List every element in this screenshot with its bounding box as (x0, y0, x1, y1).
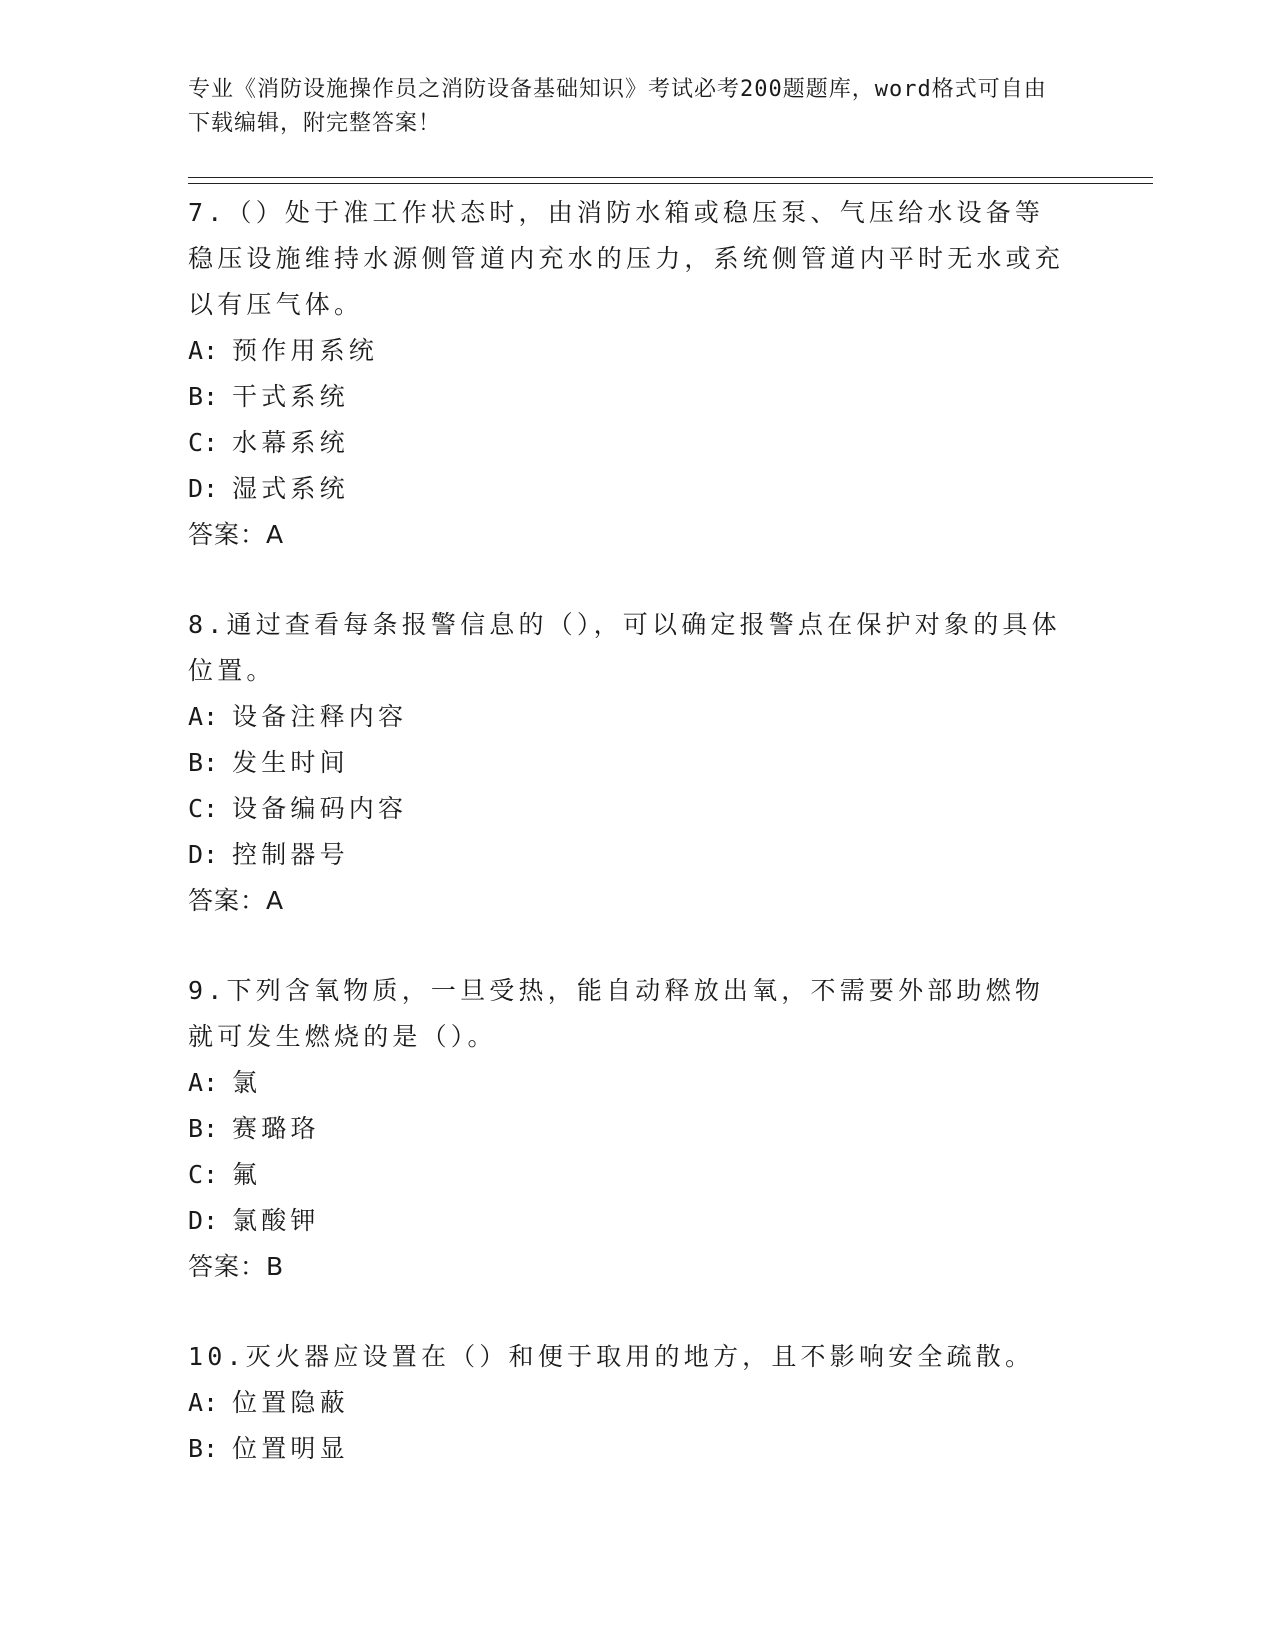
option-text: 设备编码内容 (232, 794, 408, 823)
question-7 (188, 190, 1068, 558)
question-stem: 8.通过查看每条报警信息的（），可以确定报警点在保护对象的具体位置。 (188, 610, 1061, 685)
option-b (188, 740, 1068, 786)
option-c (188, 786, 1068, 832)
question-10 (188, 1334, 1068, 1472)
answer-line: 答案：A (188, 520, 285, 549)
spacer (188, 558, 1068, 602)
option-key: C: (188, 794, 219, 823)
option-a (188, 694, 1068, 740)
option-key: B: (188, 1114, 219, 1143)
question-stem: 7.（）处于准工作状态时，由消防水箱或稳压泵、气压给水设备等稳压设施维持水源侧管道内充水的压力，系统侧管道内平时无水或充以有压气体。 (188, 198, 1065, 319)
option-key: A: (188, 1068, 219, 1097)
option-key: B: (188, 382, 219, 411)
option-c (188, 420, 1068, 466)
option-b (188, 1426, 1068, 1472)
option-text: 位置隐蔽 (232, 1388, 349, 1417)
option-key: A: (188, 702, 219, 731)
option-text: 氯酸钾 (232, 1206, 320, 1235)
option-a (188, 328, 1068, 374)
option-a (188, 1380, 1068, 1426)
option-d (188, 466, 1068, 512)
question-stem: 9.下列含氧物质，一旦受热，能自动释放出氧，不需要外部助燃物就可发生燃烧的是（）。 (188, 976, 1045, 1051)
option-key: A: (188, 1388, 219, 1417)
option-key: D: (188, 840, 219, 869)
option-b (188, 374, 1068, 420)
option-text: 湿式系统 (232, 474, 349, 503)
option-key: C: (188, 1160, 219, 1189)
option-text: 控制器号 (232, 840, 349, 869)
answer-line: 答案：B (188, 1252, 285, 1281)
header-divider-top (188, 177, 1153, 178)
option-key: B: (188, 748, 219, 777)
option-text: 位置明显 (232, 1434, 349, 1463)
option-text: 氟 (232, 1160, 262, 1189)
option-key: C: (188, 428, 219, 457)
question-stem: 10.灭火器应设置在（）和便于取用的地方，且不影响安全疏散。 (188, 1342, 1035, 1371)
document-header: 专业《消防设施操作员之消防设备基础知识》考试必考200题题库，word格式可自由下载编辑，附完整答案！ (188, 77, 1047, 136)
option-c (188, 1152, 1068, 1198)
option-text: 氯 (232, 1068, 262, 1097)
option-text: 水幕系统 (232, 428, 349, 457)
option-d (188, 832, 1068, 878)
question-8 (188, 602, 1068, 924)
option-text: 发生时间 (232, 748, 349, 777)
question-9 (188, 968, 1068, 1290)
option-d (188, 1198, 1068, 1244)
option-text: 赛璐珞 (232, 1114, 320, 1143)
option-text: 设备注释内容 (232, 702, 408, 731)
option-text: 干式系统 (232, 382, 349, 411)
header-divider-bottom (188, 183, 1153, 184)
option-key: D: (188, 1206, 219, 1235)
option-text: 预作用系统 (232, 336, 379, 365)
option-key: D: (188, 474, 219, 503)
option-key: B: (188, 1434, 219, 1463)
option-b (188, 1106, 1068, 1152)
answer-line: 答案：A (188, 886, 285, 915)
spacer (188, 1290, 1068, 1334)
option-a (188, 1060, 1068, 1106)
question-list (188, 190, 1068, 1472)
option-key: A: (188, 336, 219, 365)
spacer (188, 924, 1068, 968)
